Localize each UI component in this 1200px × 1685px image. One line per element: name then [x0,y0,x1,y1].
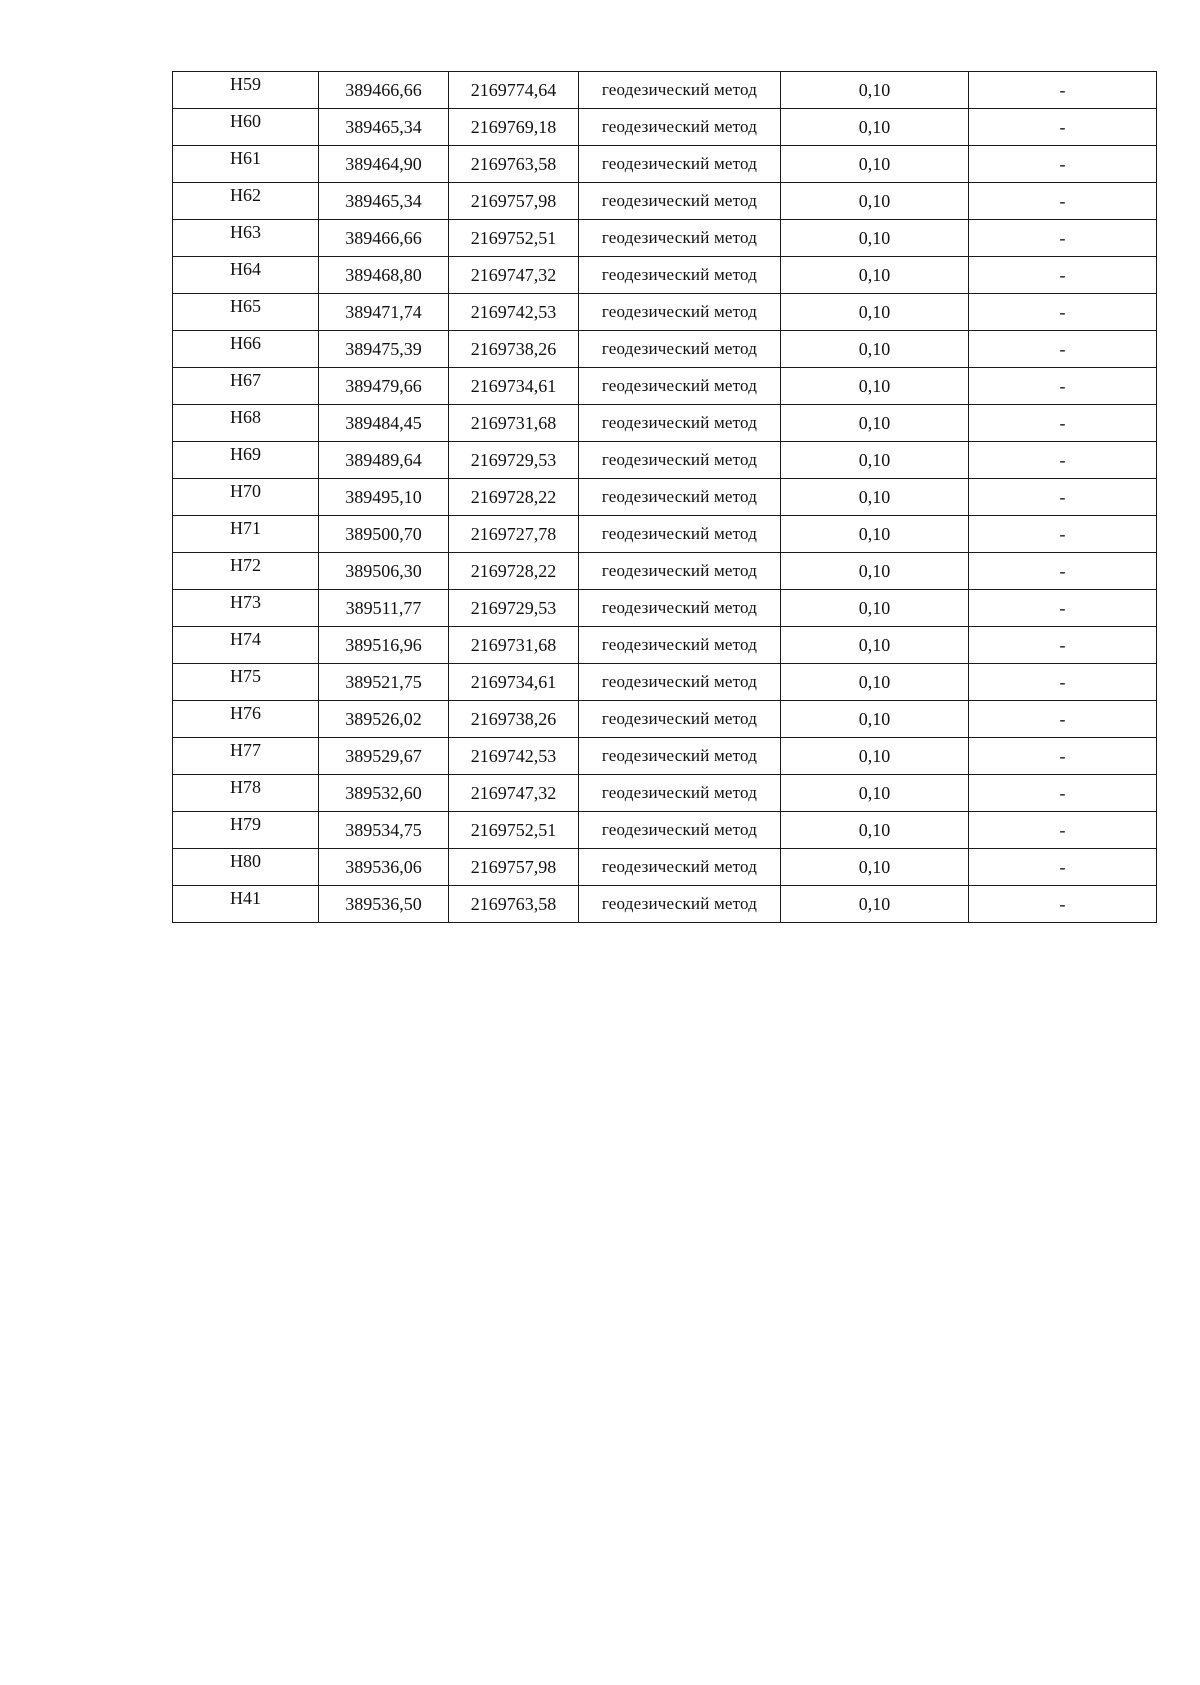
x-coordinate-cell: 389516,96 [319,627,449,664]
table-row [173,664,1157,701]
x-coordinate-cell: 389465,34 [319,183,449,220]
note-cell: - [969,812,1157,849]
table-row [173,442,1157,479]
method-cell: геодезический метод [579,257,781,294]
point-id-cell: Н59 [173,72,319,109]
point-id-cell: Н80 [173,849,319,886]
coordinates-table [172,71,1157,923]
table-row [173,738,1157,775]
note-cell: - [969,368,1157,405]
y-coordinate-cell: 2169752,51 [449,220,579,257]
accuracy-cell: 0,10 [781,664,969,701]
note-cell: - [969,738,1157,775]
accuracy-cell: 0,10 [781,257,969,294]
accuracy-cell: 0,10 [781,109,969,146]
table-row [173,701,1157,738]
note-cell: - [969,183,1157,220]
x-coordinate-cell: 389511,77 [319,590,449,627]
point-id-cell: Н65 [173,294,319,331]
accuracy-cell: 0,10 [781,146,969,183]
x-coordinate-cell: 389536,50 [319,886,449,923]
accuracy-cell: 0,10 [781,738,969,775]
table-row [173,72,1157,109]
point-id-cell: Н72 [173,553,319,590]
x-coordinate-cell: 389484,45 [319,405,449,442]
note-cell: - [969,109,1157,146]
accuracy-cell: 0,10 [781,405,969,442]
table-row [173,109,1157,146]
accuracy-cell: 0,10 [781,479,969,516]
x-coordinate-cell: 389475,39 [319,331,449,368]
table-row [173,183,1157,220]
point-id-cell: Н76 [173,701,319,738]
point-id-cell: Н75 [173,664,319,701]
y-coordinate-cell: 2169734,61 [449,664,579,701]
method-cell: геодезический метод [579,886,781,923]
method-cell: геодезический метод [579,405,781,442]
point-id-cell: Н66 [173,331,319,368]
y-coordinate-cell: 2169763,58 [449,146,579,183]
y-coordinate-cell: 2169763,58 [449,886,579,923]
point-id-cell: Н73 [173,590,319,627]
method-cell: геодезический метод [579,109,781,146]
x-coordinate-cell: 389500,70 [319,516,449,553]
accuracy-cell: 0,10 [781,775,969,812]
method-cell: геодезический метод [579,183,781,220]
method-cell: геодезический метод [579,516,781,553]
method-cell: геодезический метод [579,775,781,812]
x-coordinate-cell: 389536,06 [319,849,449,886]
x-coordinate-cell: 389506,30 [319,553,449,590]
point-id-cell: Н77 [173,738,319,775]
x-coordinate-cell: 389466,66 [319,220,449,257]
method-cell: геодезический метод [579,738,781,775]
accuracy-cell: 0,10 [781,220,969,257]
accuracy-cell: 0,10 [781,183,969,220]
accuracy-cell: 0,10 [781,590,969,627]
x-coordinate-cell: 389466,66 [319,72,449,109]
point-id-cell: Н78 [173,775,319,812]
y-coordinate-cell: 2169734,61 [449,368,579,405]
method-cell: геодезический метод [579,294,781,331]
table-row [173,812,1157,849]
table-row [173,886,1157,923]
table-row [173,146,1157,183]
table-row [173,331,1157,368]
note-cell: - [969,331,1157,368]
y-coordinate-cell: 2169774,64 [449,72,579,109]
method-cell: геодезический метод [579,220,781,257]
accuracy-cell: 0,10 [781,849,969,886]
table-row [173,220,1157,257]
x-coordinate-cell: 389529,67 [319,738,449,775]
table-row [173,257,1157,294]
note-cell: - [969,294,1157,331]
table-row [173,849,1157,886]
table-row [173,553,1157,590]
note-cell: - [969,849,1157,886]
point-id-cell: Н62 [173,183,319,220]
point-id-cell: Н63 [173,220,319,257]
method-cell: геодезический метод [579,331,781,368]
y-coordinate-cell: 2169738,26 [449,701,579,738]
x-coordinate-cell: 389489,64 [319,442,449,479]
point-id-cell: Н60 [173,109,319,146]
accuracy-cell: 0,10 [781,553,969,590]
accuracy-cell: 0,10 [781,72,969,109]
note-cell: - [969,775,1157,812]
y-coordinate-cell: 2169757,98 [449,183,579,220]
point-id-cell: Н79 [173,812,319,849]
y-coordinate-cell: 2169731,68 [449,405,579,442]
note-cell: - [969,479,1157,516]
note-cell: - [969,590,1157,627]
table-row [173,294,1157,331]
y-coordinate-cell: 2169742,53 [449,738,579,775]
accuracy-cell: 0,10 [781,516,969,553]
point-id-cell: Н67 [173,368,319,405]
point-id-cell: Н74 [173,627,319,664]
y-coordinate-cell: 2169738,26 [449,331,579,368]
y-coordinate-cell: 2169757,98 [449,849,579,886]
point-id-cell: Н71 [173,516,319,553]
y-coordinate-cell: 2169728,22 [449,479,579,516]
x-coordinate-cell: 389495,10 [319,479,449,516]
note-cell: - [969,405,1157,442]
note-cell: - [969,886,1157,923]
accuracy-cell: 0,10 [781,812,969,849]
method-cell: геодезический метод [579,442,781,479]
method-cell: геодезический метод [579,553,781,590]
x-coordinate-cell: 389521,75 [319,664,449,701]
point-id-cell: Н64 [173,257,319,294]
point-id-cell: Н61 [173,146,319,183]
table-row [173,516,1157,553]
method-cell: геодезический метод [579,664,781,701]
note-cell: - [969,553,1157,590]
note-cell: - [969,664,1157,701]
method-cell: геодезический метод [579,701,781,738]
x-coordinate-cell: 389526,02 [319,701,449,738]
method-cell: геодезический метод [579,849,781,886]
note-cell: - [969,701,1157,738]
accuracy-cell: 0,10 [781,627,969,664]
y-coordinate-cell: 2169747,32 [449,257,579,294]
note-cell: - [969,146,1157,183]
x-coordinate-cell: 389479,66 [319,368,449,405]
y-coordinate-cell: 2169752,51 [449,812,579,849]
x-coordinate-cell: 389465,34 [319,109,449,146]
table-row [173,479,1157,516]
method-cell: геодезический метод [579,590,781,627]
x-coordinate-cell: 389468,80 [319,257,449,294]
x-coordinate-cell: 389534,75 [319,812,449,849]
note-cell: - [969,257,1157,294]
y-coordinate-cell: 2169727,78 [449,516,579,553]
point-id-cell: Н68 [173,405,319,442]
method-cell: геодезический метод [579,812,781,849]
point-id-cell: Н69 [173,442,319,479]
note-cell: - [969,516,1157,553]
point-id-cell: Н41 [173,886,319,923]
method-cell: геодезический метод [579,479,781,516]
note-cell: - [969,442,1157,479]
accuracy-cell: 0,10 [781,331,969,368]
note-cell: - [969,72,1157,109]
accuracy-cell: 0,10 [781,294,969,331]
table-row [173,627,1157,664]
y-coordinate-cell: 2169731,68 [449,627,579,664]
table-row [173,590,1157,627]
accuracy-cell: 0,10 [781,701,969,738]
method-cell: геодезический метод [579,146,781,183]
accuracy-cell: 0,10 [781,886,969,923]
y-coordinate-cell: 2169742,53 [449,294,579,331]
y-coordinate-cell: 2169728,22 [449,553,579,590]
accuracy-cell: 0,10 [781,442,969,479]
accuracy-cell: 0,10 [781,368,969,405]
x-coordinate-cell: 389464,90 [319,146,449,183]
y-coordinate-cell: 2169729,53 [449,590,579,627]
note-cell: - [969,220,1157,257]
note-cell: - [969,627,1157,664]
point-id-cell: Н70 [173,479,319,516]
y-coordinate-cell: 2169769,18 [449,109,579,146]
coordinates-table-body [173,72,1157,923]
method-cell: геодезический метод [579,627,781,664]
table-row [173,368,1157,405]
y-coordinate-cell: 2169747,32 [449,775,579,812]
method-cell: геодезический метод [579,368,781,405]
table-row [173,405,1157,442]
x-coordinate-cell: 389532,60 [319,775,449,812]
table-row [173,775,1157,812]
x-coordinate-cell: 389471,74 [319,294,449,331]
y-coordinate-cell: 2169729,53 [449,442,579,479]
method-cell: геодезический метод [579,72,781,109]
